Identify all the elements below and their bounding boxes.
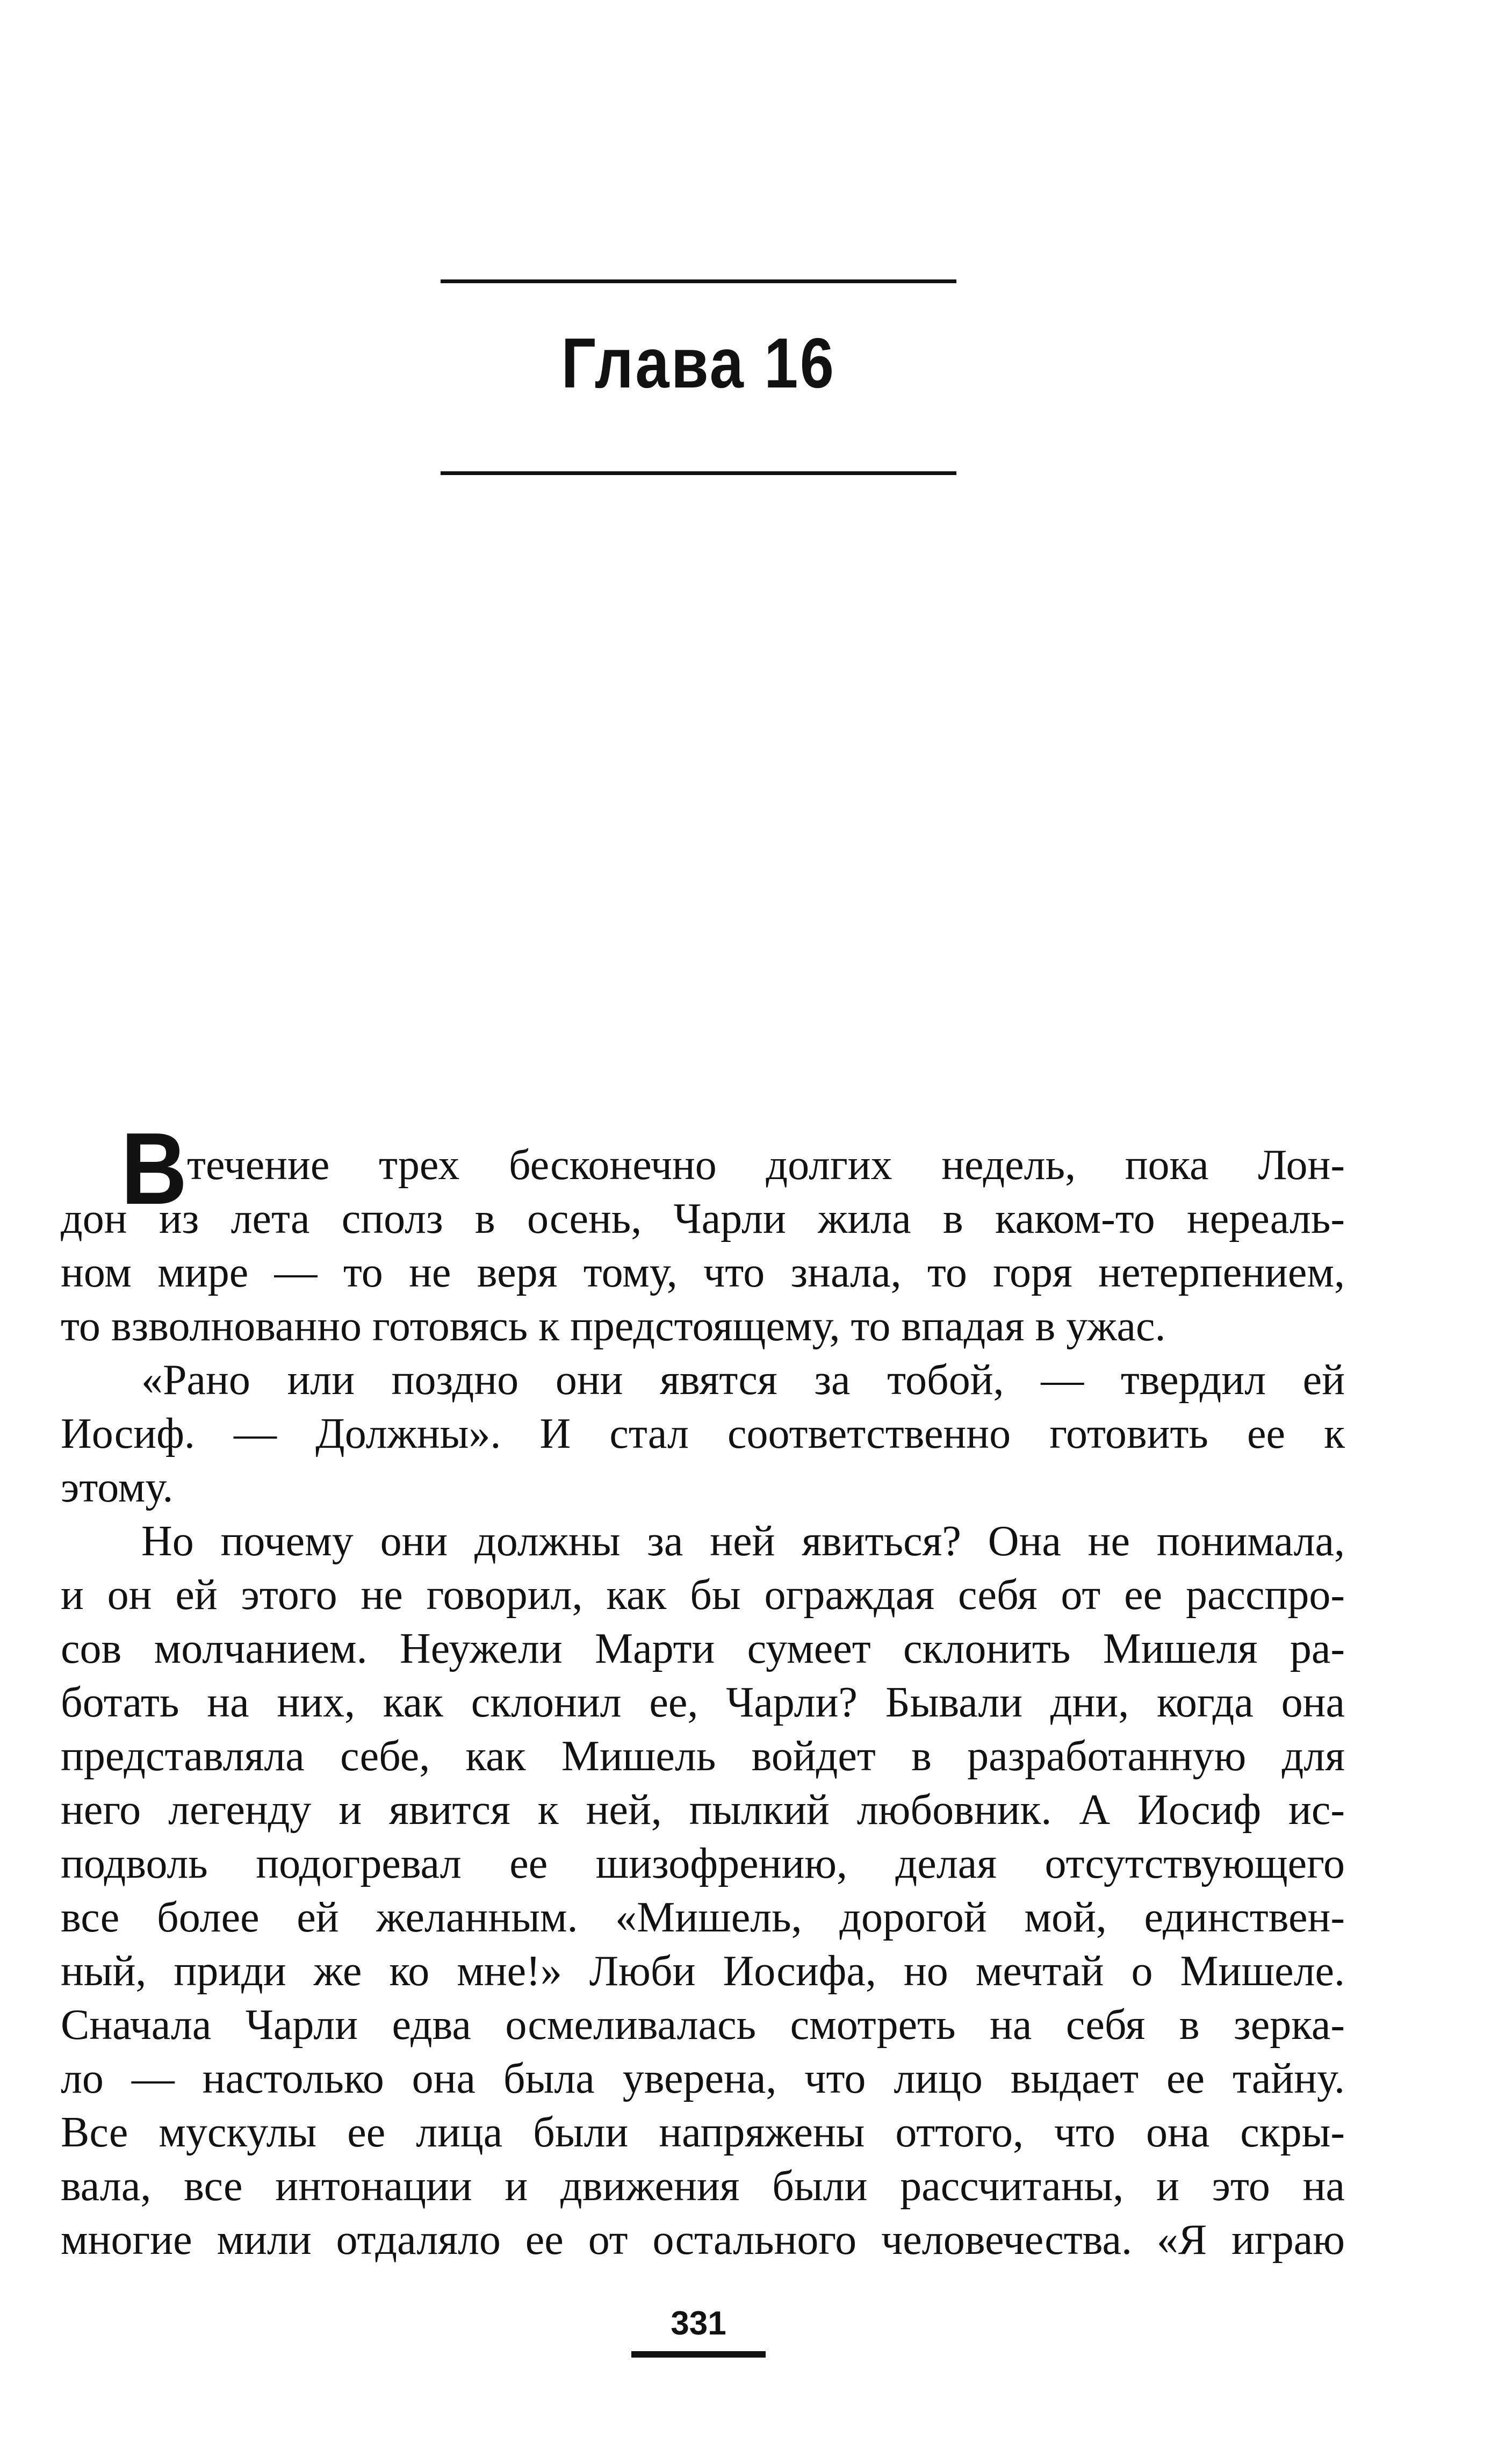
chapter-bottom-rule [441,471,956,475]
text-line: вала, все интонации и движения были рассчитаны, и это на [61,2163,1345,2210]
text-line: дон из лета сполз в осень, Чарли жила в каком-то нереаль- [61,1195,1345,1242]
body-text [61,1138,1345,2267]
text-line: «Рано или поздно они явятся за тобой, — твердил ей [141,1356,1345,1404]
text-line: подволь подогревал ее шизофрению, делая отсутствующего [61,1840,1345,1887]
text-line: представляла себе, как Мишель войдет в разработанную для [61,1733,1345,1780]
text-line: Сначала Чарли едва осмеливалась смотреть на себя в зерка- [61,2001,1345,2049]
text-line: ном мире — то не веря тому, что знала, то горя нетерпением, [61,1249,1345,1296]
text-line: ботать на них, как склонил ее, Чарли? Бывали дни, когда она [61,1679,1345,1726]
drop-cap-letter: В [121,1112,188,1226]
text-line: течение трех бесконечно долгих недель, пока Лон- [187,1141,1345,1189]
text-line: все более ей желанным. «Мишель, дорогой мой, единствен- [61,1894,1345,1941]
text-line: этому. [61,1464,174,1511]
text-line: него легенду и явится к ней, пылкий любовник. А Иосиф ис- [61,1786,1345,1834]
chapter-top-rule [441,279,956,283]
text-line: Но почему они должны за ней явиться? Она не понимала, [141,1518,1345,1565]
chapter-title: Глава 16 [561,324,836,403]
text-line: Иосиф. — Должны». И стал соответственно готовить ее к [61,1410,1345,1457]
text-line: и он ей этого не говорил, как бы ограждая себя от ее расспро- [61,1571,1345,1619]
text-line: многие мили отдаляло ее от остального человечества. «Я играю [61,2216,1345,2264]
text-line: ный, приди же ко мне!» Люби Иосифа, но мечтай о Мишеле. [61,1948,1345,1995]
page-number-rule [631,2351,766,2358]
text-line: Все мускулы ее лица были напряжены оттого, что она скры- [61,2109,1345,2156]
text-line: то взволнованно готовясь к предстоящему, то впадая в ужас. [61,1303,1166,1350]
text-line: ло — настолько она была уверена, что лицо выдает ее тайну. [61,2055,1345,2102]
page-number: 331 [671,2305,726,2342]
text-line: сов молчанием. Неужели Марти сумеет склонить Мишеля ра- [61,1625,1345,1672]
